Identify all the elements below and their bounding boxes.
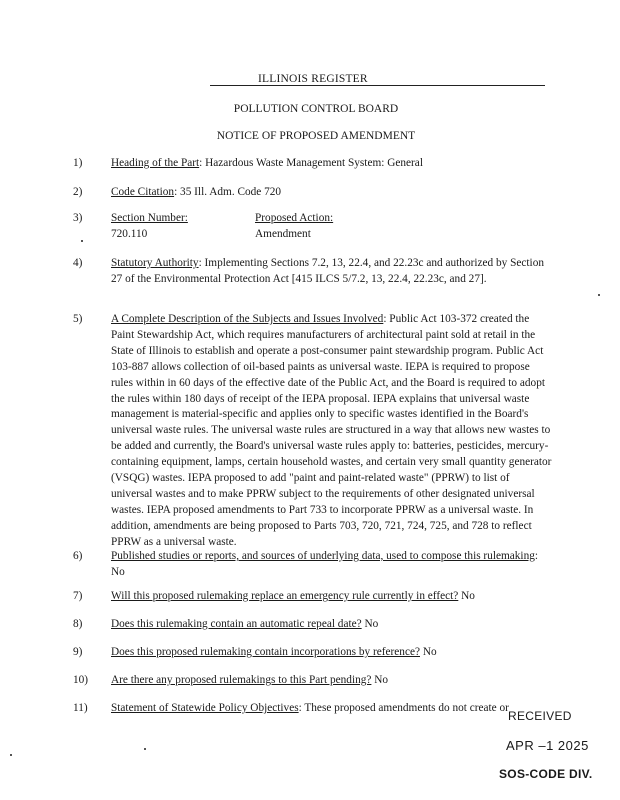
board-title: POLLUTION CONTROL BOARD — [233, 103, 399, 115]
item-text: No — [371, 674, 389, 686]
item-label: Does this proposed rulemaking contain incorporations by reference? — [111, 646, 420, 658]
item-7 — [73, 589, 553, 605]
item-text: : Public Act 103-372 created the Paint Stewardship Act, which requires manufacturers of architectural paint sold at retail in the State of Illinois to establish and operate a post-consumer paint stewardship program. Public Act 103-887 allows collection of oil-based paints as universal waste. IEPA is required to propose rules within in 60 days of the effective date of the Public Act, and the Board is required to adopt the rules within 180 days of receipt of the IEPA proposal. IEPA explains that universal waste management is material-specific and applies only to specific wastes identified in the Board's universal waste rules. The universal waste rules are structured in a way that allows new wastes to be added and currently, the Board's universal waste rules apply to: batteries, pesticides, mercury-containing equipment, lamps, certain household wastes, and certain very small quantity generator (VSQG) wastes. IEPA proposed to add "paint and paint-related waste" (PPRW) to list of universal wastes and to make PPRW subject to the requirements of other designated universal wastes. IEPA proposed amendments to Part 733 to incorporate PPRW as a universal waste. In addition, amendments are being proposed to Parts 703, 720, 721, 724, 725, and 728 to reflect PPRW as a universal waste. — [111, 313, 552, 548]
item-number: 6) — [73, 550, 83, 562]
received-stamp: RECEIVED — [508, 709, 572, 723]
proposed-action-value: Amendment — [255, 227, 311, 240]
item-label: Statement of Statewide Policy Objectives — [111, 702, 299, 714]
item-label: Are there any proposed rulemakings to this Part pending? — [111, 674, 372, 686]
item-6 — [73, 549, 553, 581]
item-text: No — [361, 618, 379, 630]
item-label: Does this rulemaking contain an automatic repeal date? — [111, 618, 362, 630]
item-number: 1) — [73, 157, 83, 169]
item-text: : These proposed amendments do not create or — [298, 702, 509, 714]
item-1 — [73, 156, 553, 172]
received-date-stamp: APR –1 2025 — [506, 738, 589, 753]
item-number: 7) — [73, 590, 83, 602]
item-10 — [73, 673, 553, 689]
item-text: No — [420, 646, 437, 658]
item-number: 9) — [73, 646, 83, 658]
item-2 — [73, 185, 553, 201]
proposed-action-label: Proposed Action: — [255, 212, 334, 224]
section-number-label: Section Number: — [111, 212, 188, 224]
item-number: 4) — [73, 257, 83, 269]
item-number: 8) — [73, 618, 83, 630]
register-header: ILLINOIS REGISTER — [210, 73, 545, 86]
item-number: 2) — [73, 186, 83, 198]
scan-speck — [144, 748, 146, 750]
item-text: : 35 Ill. Adm. Code 720 — [174, 186, 282, 198]
item-5 — [73, 312, 553, 551]
item-4 — [73, 256, 553, 288]
section-number-value: 720.110 — [111, 227, 148, 240]
item-text: : No — [111, 550, 539, 578]
item-label: Will this proposed rulemaking replace an emergency rule currently in effect? — [111, 590, 459, 602]
item-text: : Implementing Sections 7.2, 13, 22.4, and 22.23c and authorized by Section 27 of the Environmental Protection Act [415 ILCS 5/7.2, 13, 22.4, 22.23c, and 27]. — [111, 257, 544, 285]
item-text: No — [458, 590, 475, 602]
scan-speck — [81, 240, 83, 242]
item-label: Published studies or reports, and sources of underlying data, used to compose this rulemaking — [111, 550, 535, 562]
item-text: : Hazardous Waste Management System: General — [199, 157, 423, 169]
item-9 — [73, 645, 553, 661]
item-number: 5) — [73, 313, 83, 325]
scan-speck — [598, 294, 600, 296]
item-label: Heading of the Part — [111, 157, 200, 169]
item-number: 10) — [73, 674, 89, 686]
item-8 — [73, 617, 553, 633]
scan-speck — [10, 754, 12, 756]
item-number: 3) — [73, 212, 83, 224]
item-label: Code Citation — [111, 186, 175, 198]
item-11 — [73, 701, 553, 717]
item-label: A Complete Description of the Subjects and Issues Involved — [111, 313, 384, 325]
item-3 — [73, 211, 553, 243]
item-label: Statutory Authority — [111, 257, 199, 269]
item-number: 11) — [73, 702, 88, 714]
division-stamp: SOS-CODE DIV. — [499, 767, 593, 781]
notice-title: NOTICE OF PROPOSED AMENDMENT — [216, 130, 416, 142]
